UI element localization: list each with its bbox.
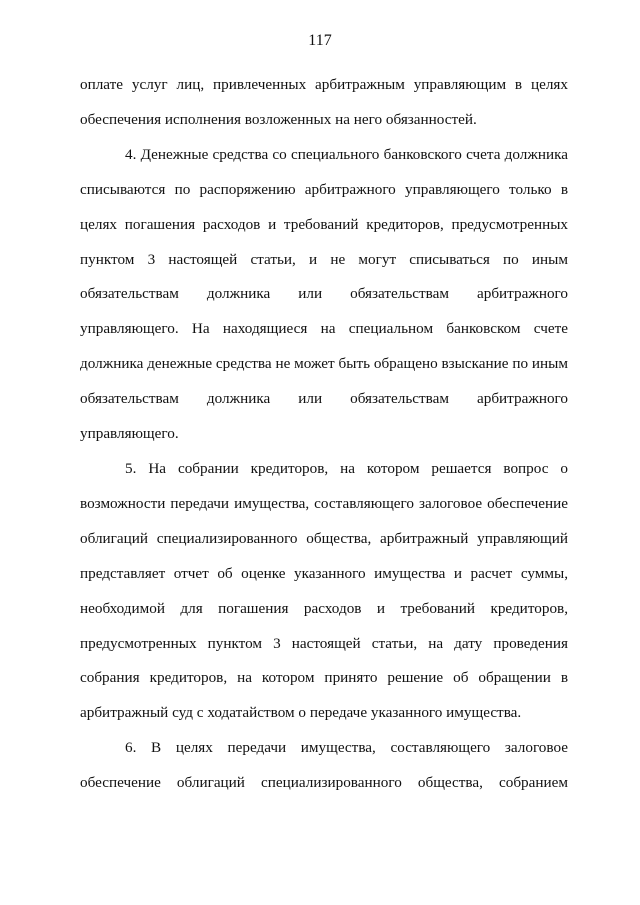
text-line: возможности передачи имущества, составляющего залоговое обеспечение (80, 494, 568, 512)
text-line: списываются по распоряжению арбитражного управляющего только в (80, 180, 568, 198)
text-line: обеспечение облигаций специализированного общества, собранием (80, 774, 568, 792)
text-line: должника денежные средства не может быть обращено взыскание по иным (80, 355, 568, 373)
text-line: целях погашения расходов и требований кредиторов, предусмотренных (80, 215, 568, 233)
text-line: облигаций специализированного общества, арбитражный управляющий (80, 529, 568, 547)
text-line: собрания кредиторов, на котором принято решение об обращении в (80, 669, 568, 687)
text-line: представляет отчет об оценке указанного имущества и расчет суммы, (80, 564, 568, 582)
paragraph-item-6 (80, 731, 568, 801)
text-line: обязательствам должника или обязательствам арбитражного (80, 390, 568, 408)
paragraph-continuation (80, 68, 568, 138)
text-line: 4. Денежные средства со специального банковского счета должника (125, 145, 568, 163)
text-line: управляющего. На находящиеся на специальном банковском счете (80, 320, 568, 338)
text-line: 5. На собрании кредиторов, на котором решается вопрос о (125, 459, 568, 477)
paragraph-item-4 (80, 138, 568, 452)
text-line: обеспечения исполнения возложенных на него обязанностей. (80, 110, 477, 128)
text-line: предусмотренных пунктом 3 настоящей статьи, на дату проведения (80, 634, 568, 652)
document-body (80, 68, 568, 801)
paragraph-item-5 (80, 452, 568, 731)
text-line: управляющего. (80, 425, 179, 443)
page-number: 117 (308, 32, 332, 49)
text-line: обязательствам должника или обязательствам арбитражного (80, 285, 568, 303)
text-line: оплате услуг лиц, привлеченных арбитражным управляющим в целях (80, 76, 568, 93)
text-line: необходимой для погашения расходов и требований кредиторов, (80, 599, 568, 617)
text-line: пунктом 3 настоящей статьи, и не могут списываться по иным (80, 250, 568, 268)
text-line: 6. В целях передачи имущества, составляющего залоговое (125, 739, 568, 757)
text-line: арбитражный суд с ходатайством о передаче указанного имущества. (80, 704, 522, 722)
